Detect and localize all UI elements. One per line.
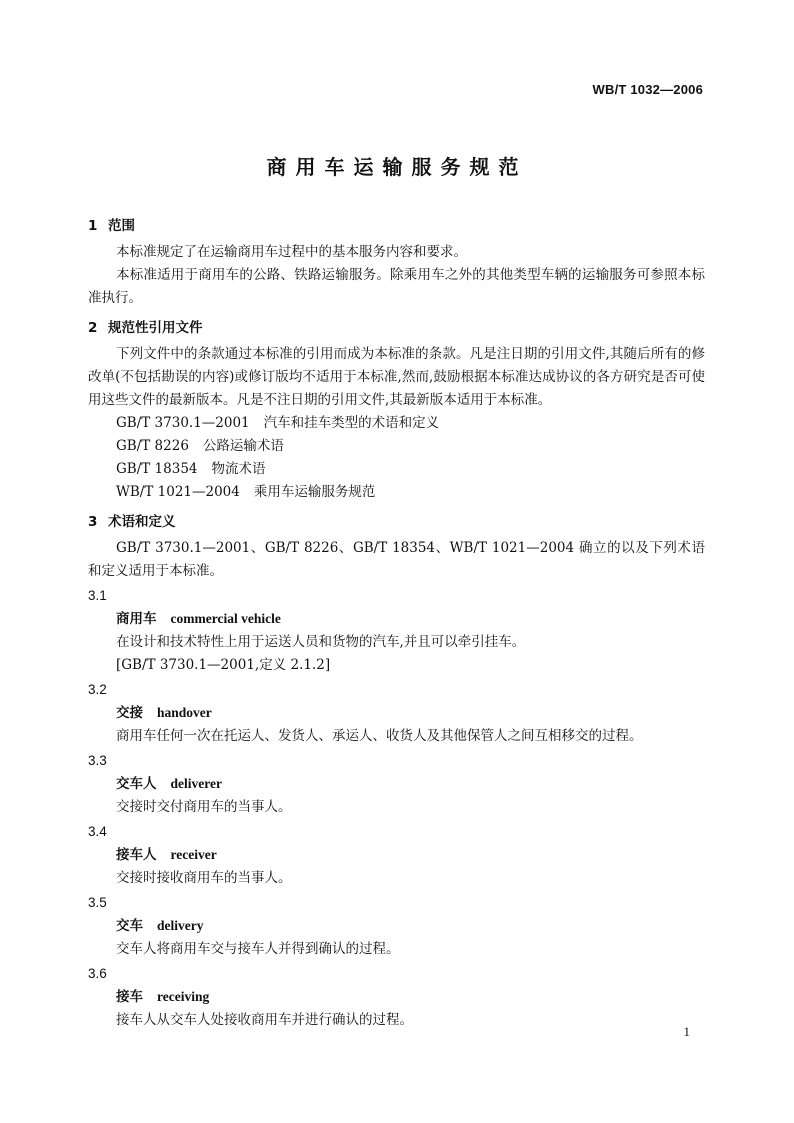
term-en: handover xyxy=(157,705,212,720)
term-source-note: [GB/T 3730.1—2001,定义 2.1.2] xyxy=(116,657,331,673)
term-heading xyxy=(88,701,705,725)
section-number: 1 xyxy=(88,218,98,234)
term-definition: 接车人从交车人处接收商用车并进行确认的过程。 xyxy=(116,1012,413,1028)
term-number: 3.4 xyxy=(88,824,107,839)
term-cn: 交车 xyxy=(116,918,143,934)
reference-code: GB/T 8226 xyxy=(116,438,189,454)
term-en: delivery xyxy=(157,918,204,933)
reference-item xyxy=(88,481,705,504)
reference-item xyxy=(88,412,705,435)
term-definition: 商用车任何一次在托运人、发货人、承运人、收货人及其他保管人之间互相移交的过程。 xyxy=(116,728,643,744)
section-heading-terms xyxy=(88,510,705,534)
term-en: deliverer xyxy=(170,776,222,791)
document-body xyxy=(88,214,705,1032)
term-number: 3.5 xyxy=(88,895,107,910)
term-definition: 在设计和技术特性上用于运送人员和货物的汽车,并且可以牵引挂车。 xyxy=(116,634,526,650)
paragraph: 本标准规定了在运输商用车过程中的基本服务内容和要求。 xyxy=(116,244,467,260)
term-number: 3.3 xyxy=(88,753,107,768)
term-number: 3.2 xyxy=(88,682,107,697)
term-definition: 交车人将商用车交与接车人并得到确认的过程。 xyxy=(116,941,400,957)
term-en: receiver xyxy=(170,847,217,862)
reference-code: WB/T 1021—2004 xyxy=(116,484,240,500)
reference-name: 汽车和挂车类型的术语和定义 xyxy=(263,415,440,431)
term-definition: 交接时接收商用车的当事人。 xyxy=(116,870,292,886)
term-heading xyxy=(88,985,705,1009)
term-en: receiving xyxy=(157,989,210,1004)
term-cn: 商用车 xyxy=(116,611,157,627)
term-number: 3.6 xyxy=(88,966,107,981)
term-cn: 交车人 xyxy=(116,776,157,792)
reference-item xyxy=(88,458,705,481)
term-cn: 交接 xyxy=(116,705,143,721)
document-title: 商用车运输服务规范 xyxy=(266,155,528,179)
reference-name: 乘用车运输服务规范 xyxy=(253,484,376,500)
paragraph: GB/T 3730.1—2001、GB/T 8226、GB/T 18354、WB/T 1021—2004 确立的以及下列术语和定义适用于本标准。 xyxy=(88,540,705,579)
reference-code: GB/T 3730.1—2001 xyxy=(116,415,250,431)
paragraph: 本标准适用于商用车的公路、铁路运输服务。除乘用车之外的其他类型车辆的运输服务可参照本标准执行。 xyxy=(88,267,705,306)
term-definition: 交接时交付商用车的当事人。 xyxy=(116,799,292,815)
term-cn: 接车 xyxy=(116,989,143,1005)
term-heading xyxy=(88,843,705,867)
document-code: WB/T 1032—2006 xyxy=(592,82,703,97)
term-cn: 接车人 xyxy=(116,847,157,863)
page-number: 1 xyxy=(683,1024,690,1039)
term-number: 3.1 xyxy=(88,588,107,603)
reference-name: 公路运输术语 xyxy=(202,438,284,454)
section-number: 3 xyxy=(88,514,98,530)
section-heading-scope xyxy=(88,214,705,238)
section-title: 规范性引用文件 xyxy=(108,320,203,336)
term-heading xyxy=(88,607,705,631)
reference-code: GB/T 18354 xyxy=(116,461,198,477)
paragraph: 下列文件中的条款通过本标准的引用而成为本标准的条款。凡是注日期的引用文件,其随后所有的修改单(不包括勘误的内容)或修订版均不适用于本标准,然而,鼓励根据本标准达成协议的各方研究是否可使用这些文件的最新版本。凡是不注日期的引用文件,其最新版本适用于本标准。 xyxy=(88,346,705,408)
reference-item xyxy=(88,435,705,458)
term-en: commercial vehicle xyxy=(170,611,281,626)
term-heading xyxy=(88,914,705,938)
reference-name: 物流术语 xyxy=(211,461,266,477)
section-number: 2 xyxy=(88,320,98,336)
section-heading-references xyxy=(88,316,705,340)
term-heading xyxy=(88,772,705,796)
section-title: 范围 xyxy=(108,218,135,234)
section-title: 术语和定义 xyxy=(108,514,176,530)
